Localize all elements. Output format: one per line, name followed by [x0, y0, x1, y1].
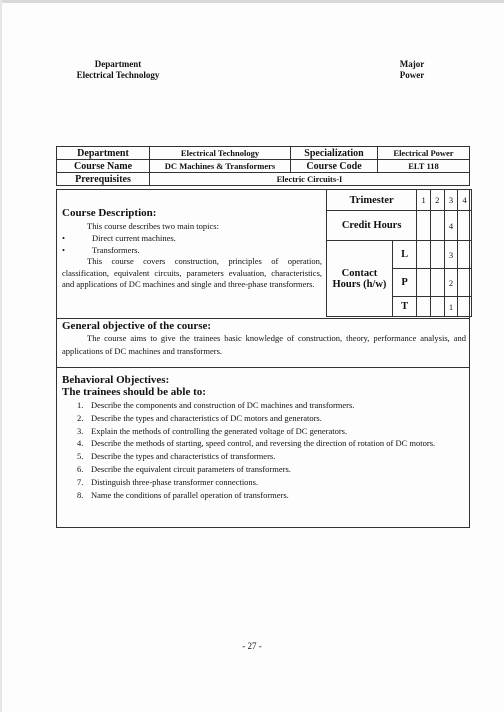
page-number: - 27 -	[242, 641, 262, 651]
header-department-label: Department	[94, 59, 142, 69]
contact-cell	[458, 297, 472, 317]
course-code-label: Course Code	[291, 160, 378, 173]
course-description-section	[57, 190, 327, 320]
objective-text: Describe the methods of starting, speed control, and reversing the direction of rotation of DC motors.	[91, 438, 436, 449]
credit-cell	[417, 211, 431, 241]
objective-item: 7. Distinguish three-phase transformer connections.	[77, 476, 259, 487]
specialization-label: Specialization	[291, 147, 378, 160]
course-description-paragraph: This course covers construction, principles of operation, classification, equivalent circuits, parameters evaluation, characteristics, and applications of DC machines and single and three-phase transformers.	[62, 256, 322, 289]
contact-cell	[430, 269, 444, 297]
bullet-icon: •	[62, 233, 65, 243]
credit-hours-value: 4	[444, 211, 458, 241]
objective-item: 6. Describe the equivalent circuit parameters of transformers.	[77, 463, 291, 474]
objective-text: Describe the types and characteristics of DC motors and generators.	[91, 412, 322, 423]
course-code-value: ELT 118	[378, 160, 470, 173]
contact-cell	[417, 297, 431, 317]
objective-item: 2. Describe the types and characteristics of DC motors and generators.	[77, 412, 322, 423]
credit-cell	[430, 211, 444, 241]
objective-text: Distinguish three-phase transformer connections.	[91, 476, 259, 487]
trimester-col: 1	[417, 190, 431, 211]
section-divider	[57, 367, 469, 368]
behavioral-objectives-subtitle: The trainees should be able to:	[62, 386, 206, 398]
course-description-bullet	[62, 245, 262, 256]
behavioral-objectives-title: Behavioral Objectives:	[62, 374, 170, 386]
behavioral-objectives-list	[77, 399, 467, 501]
contact-cell	[430, 241, 444, 269]
credit-cell	[458, 211, 472, 241]
general-objective-title: General objective of the course:	[62, 320, 212, 332]
objective-text: Describe the types and characteristics of transformers.	[91, 451, 276, 462]
objective-text: Describe the equivalent circuit parameters of transformers.	[91, 463, 291, 474]
course-description-bullet	[62, 233, 262, 244]
contact-type: T	[392, 297, 416, 317]
prerequisites-value: Electric Circuits-I	[150, 173, 470, 186]
contact-cell	[430, 297, 444, 317]
header-department	[58, 59, 178, 81]
section-divider	[57, 318, 469, 319]
page-edge-top	[0, 0, 504, 3]
trimester-col: 2	[430, 190, 444, 211]
contact-type: P	[392, 269, 416, 297]
contact-value: 1	[444, 297, 458, 317]
course-name-label: Course Name	[57, 160, 150, 173]
objective-item: 1. Describe the components and construction of DC machines and transformers.	[77, 400, 355, 410]
objective-item: 4. Describe the methods of starting, speed control, and reversing the direction of rotation of DC motors.	[77, 438, 436, 449]
course-info-table	[56, 146, 470, 186]
header-major-label: Major	[399, 59, 425, 69]
trimester-table	[326, 189, 472, 317]
trimester-col: 4	[458, 190, 472, 211]
contact-hours-label: Contact Hours (h/w)	[327, 241, 393, 317]
contact-value: 3	[444, 241, 458, 269]
course-description-title: Course Description:	[62, 207, 157, 219]
credit-hours-label: Credit Hours	[327, 211, 417, 241]
objective-item: 3. Explain the methods of controlling the generated voltage of DC generators.	[77, 425, 348, 436]
contact-cell	[417, 269, 431, 297]
objective-item: 5. Describe the types and characteristics of transformers.	[77, 451, 276, 462]
course-name-value: DC Machines & Transformers	[150, 160, 291, 173]
bullet-text: Transformers.	[92, 245, 140, 255]
bullet-text: Direct current machines.	[92, 233, 176, 243]
contact-cell	[458, 269, 472, 297]
contact-cell	[458, 241, 472, 269]
page-edge-left	[0, 0, 2, 712]
course-description-intro: This course describes two main topics:	[87, 221, 219, 231]
course-body-box	[56, 189, 470, 528]
trimester-label: Trimester	[327, 190, 417, 211]
department-value: Electrical Technology	[150, 147, 291, 160]
trimester-col: 3	[444, 190, 458, 211]
specialization-value: Electrical Power	[378, 147, 470, 160]
contact-cell	[417, 241, 431, 269]
contact-type: L	[392, 241, 416, 269]
contact-value: 2	[444, 269, 458, 297]
general-objective-text: The course aims to give the trainees basic knowledge of construction, theory, performance analysis, and applications of DC machines and transformers.	[62, 333, 466, 356]
objective-text: Name the conditions of parallel operation of transformers.	[91, 489, 289, 500]
department-label: Department	[57, 147, 150, 160]
header-major-value: Power	[399, 70, 425, 80]
objective-text: Explain the methods of controlling the generated voltage of DC generators.	[91, 425, 348, 436]
header-department-value: Electrical Technology	[76, 70, 160, 80]
objective-item: 8. Name the conditions of parallel operation of transformers.	[77, 489, 289, 500]
objective-text: Describe the components and construction of DC machines and transformers.	[91, 400, 355, 410]
header-major	[382, 59, 442, 81]
prerequisites-label: Prerequisites	[57, 173, 150, 186]
bullet-icon: •	[62, 245, 65, 255]
